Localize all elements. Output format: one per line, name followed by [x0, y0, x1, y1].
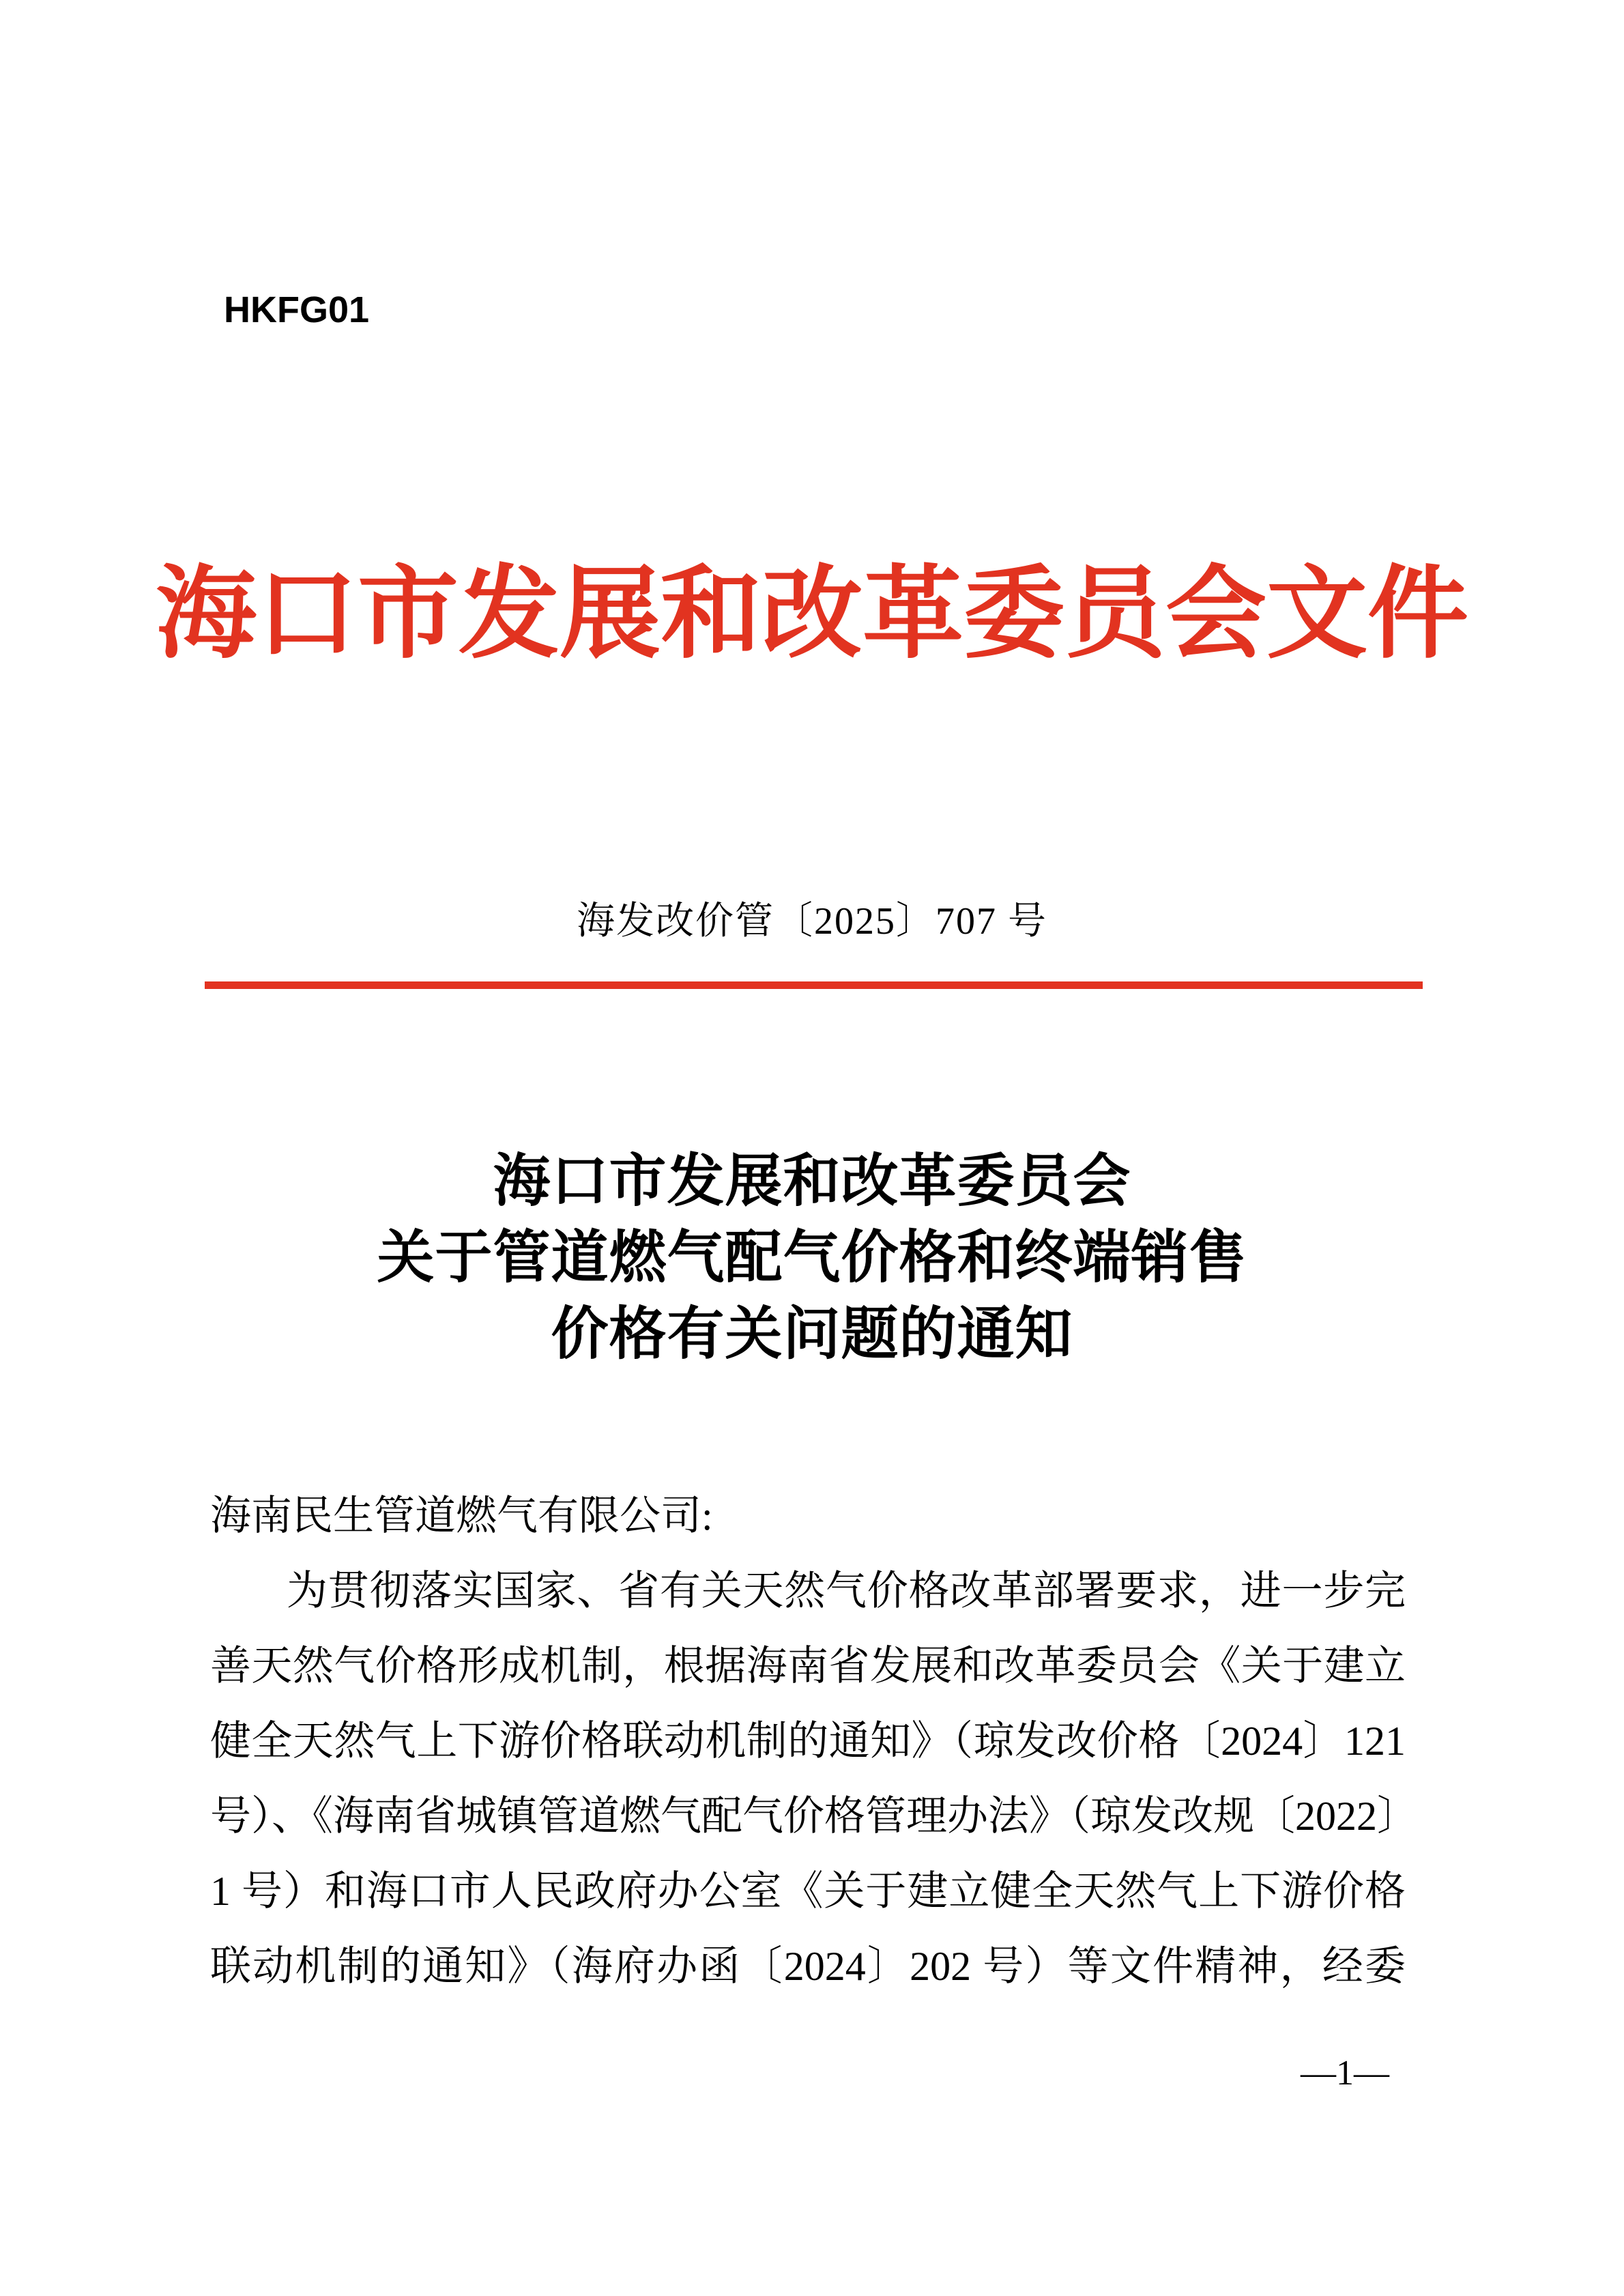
body-text-line: 健全天然气上下游价格联动机制的通知》（琼发改价格〔2024〕121: [210, 1719, 1406, 1764]
body-text-line: 为贯彻落实国家、省有关天然气价格改革部署要求，进一步完: [287, 1568, 1406, 1613]
body-text-line: 1 号）和海口市人民政府办公室《关于建立健全天然气上下游价格: [210, 1869, 1406, 1914]
body-paragraph: [210, 1553, 1418, 2004]
body-text-line: 善天然气价格形成机制，根据海南省发展和改革委员会《关于建立: [210, 1644, 1406, 1689]
body-text-line: 联动机制的通知》（海府办函〔2024〕202 号）等文件精神，经委: [210, 1944, 1406, 1989]
body-text-line: 号）、《海南省城镇管道燃气配气价格管理办法》（琼发改规〔2022〕: [210, 1794, 1418, 1839]
document-body: [210, 1478, 1418, 2004]
document-number: 海发改价管〔2025〕707 号: [577, 900, 1047, 943]
notice-title: [0, 1144, 1624, 1373]
notice-title-line: 关于管道燃气配气价格和终端销售: [377, 1226, 1247, 1290]
masthead-title: 海口市发展和改革委员会文件: [156, 559, 1468, 671]
addressee-line: 海南民生管道燃气有限公司:: [210, 1493, 713, 1538]
document-code: HKFG01: [224, 289, 370, 330]
notice-title-line: 海口市发展和改革委员会: [493, 1150, 1131, 1214]
red-divider-rule: [205, 981, 1423, 989]
page-number: —1—: [1301, 2054, 1389, 2093]
notice-title-line: 价格有关问题的通知: [551, 1303, 1073, 1366]
